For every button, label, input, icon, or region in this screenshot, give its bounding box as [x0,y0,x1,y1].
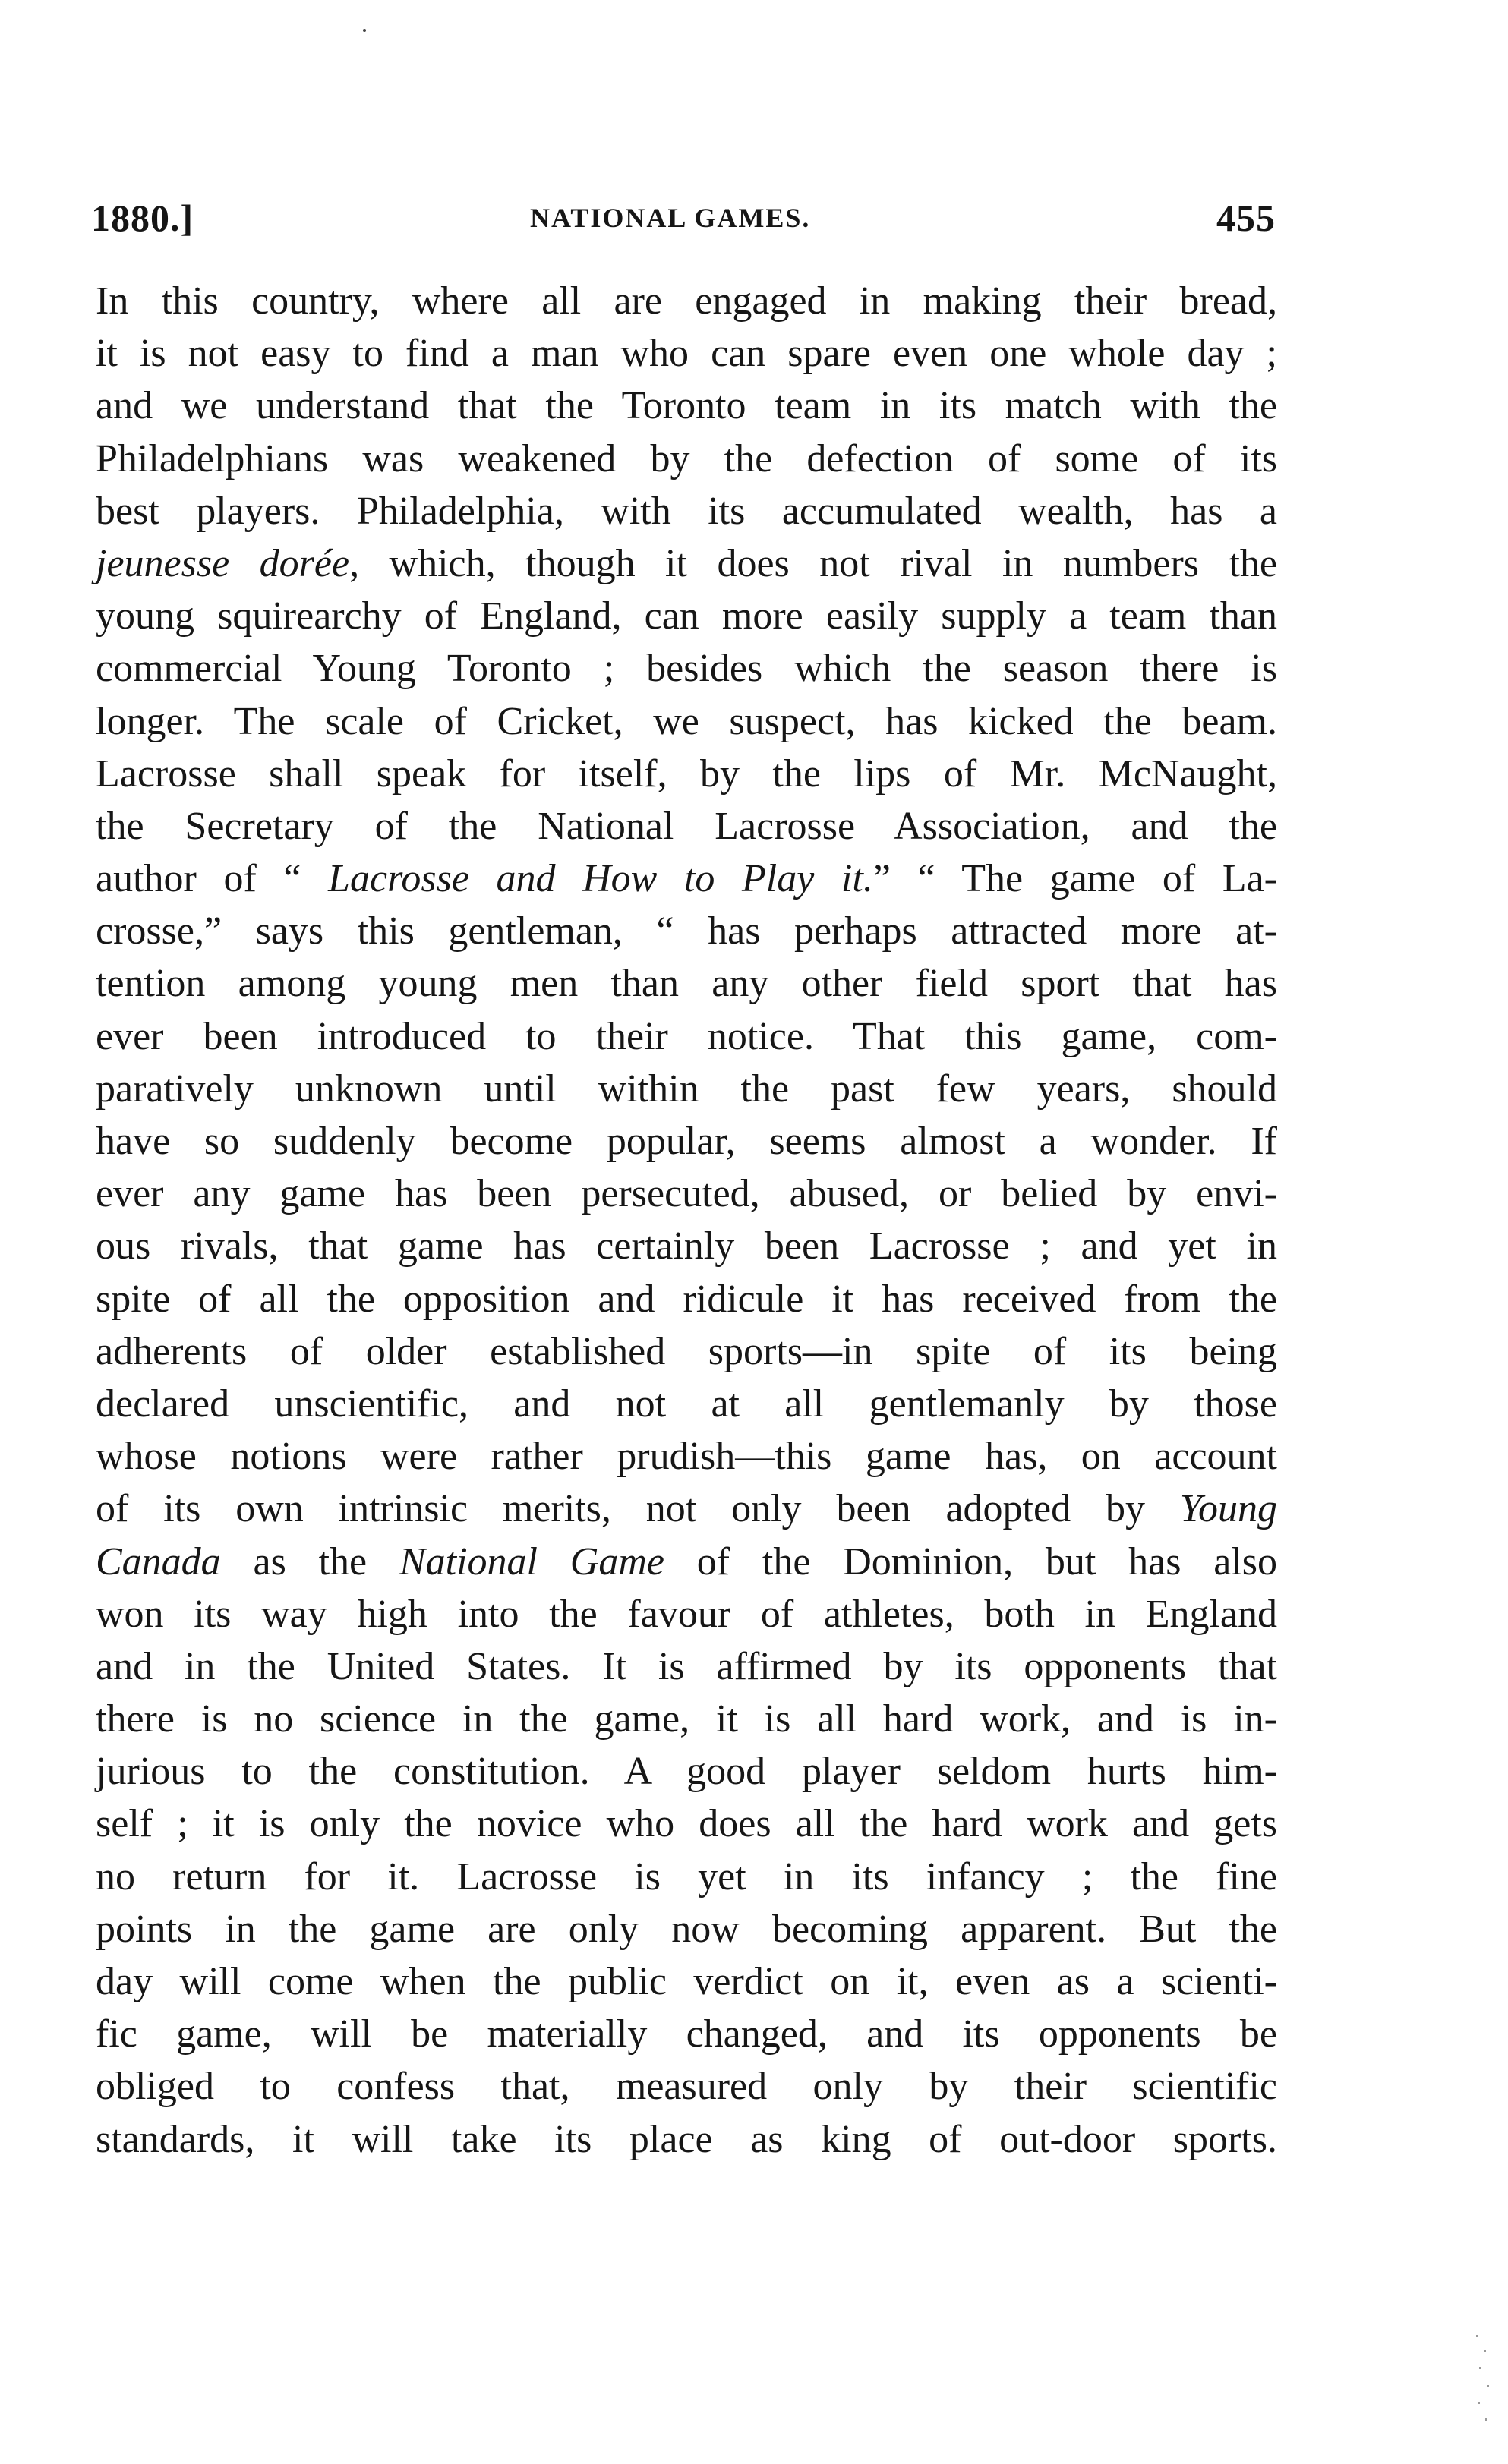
text-line: and we understand that the Toronto team in its match with the [96,384,1277,428]
text-line: Lacrosse shall speak for itself, by the lips of Mr. McNaught, [96,751,1277,796]
text-line: paratively unknown until within the past few years, should [96,1067,1277,1111]
text-line: declared unscientific, and not at all gentlemanly by those [96,1382,1277,1426]
text-line: ever any game has been persecuted, abused, or belied by envi- [96,1172,1277,1216]
text-line: whose notions were rather prudish—this game has, on account [96,1435,1277,1479]
text-line: jurious to the constitution. A good player seldom hurts him- [96,1750,1277,1794]
text-line: and in the United States. It is affirmed by its opponents that [96,1644,1277,1688]
ink-speck [363,29,366,32]
text-line: tention among young men than any other field sport that has [96,962,1277,1006]
body-paragraph [96,275,1277,2166]
italic-phrase: National Game [399,1539,664,1583]
text-line: of its own intrinsic merits, not only been adopted by Young [96,1487,1277,1531]
text-line: In this country, where all are engaged in making their bread, [96,279,1277,323]
text-line: crosse,” says this gentleman, “ has perhaps attracted more at- [96,909,1277,953]
text-line: won its way high into the favour of athletes, both in England [96,1592,1277,1636]
text-line: author of “ Lacrosse and How to Play it.” “ The game of La- [96,857,1277,901]
text-line: have so suddenly become popular, seems almost a wonder. If [96,1120,1277,1163]
text-line: longer. The scale of Cricket, we suspect, has kicked the beam. [96,699,1277,743]
text-line: young squirearchy of England, can more easily supply a team than [96,594,1277,638]
italic-phrase: Young [1179,1487,1277,1531]
text-line: adherents of older established sports—in spite of its being [96,1329,1277,1373]
text-line: self ; it is only the novice who does all the hard work and gets [96,1802,1277,1846]
text-line: day will come when the public verdict on it, even as a scienti- [96,1960,1277,2003]
header-year: 1880.] [91,197,194,239]
text-line: ever been introduced to their notice. That this game, com- [96,1014,1277,1058]
text-line: jeunesse dorée, which, though it does not rival in numbers the [96,541,1278,585]
text-line: fic game, will be materially changed, and its opponents be [96,2012,1277,2056]
text-line: the Secretary of the National Lacrosse Association, and the [96,804,1277,848]
text-line: no return for it. Lacrosse is yet in its infancy ; the fine [96,1854,1277,1898]
italic-phrase: Canada [96,1539,221,1583]
header-title: NATIONAL GAMES. [530,203,811,233]
text-line: Canada as the National Game of the Dominion, but has also [96,1539,1278,1583]
text-line: points in the game are only now becoming apparent. But the [96,1907,1277,1951]
text-line: it is not easy to find a man who can spare even one whole day ; [96,332,1277,376]
text-line: Philadelphians was weakened by the defection of some of its [96,436,1277,481]
page-number: 455 [1216,197,1276,239]
text-line: commercial Young Toronto ; besides which the season there is [96,647,1277,691]
text-line: obliged to confess that, measured only by their scientific [96,2065,1277,2109]
italic-phrase: Lacrosse and How to Play it. [328,857,873,901]
italic-phrase: jeunesse dorée [96,541,350,585]
text-line: best players. Philadelphia, with its accumulated wealth, has a [96,489,1277,533]
text-line: spite of all the opposition and ridicule it has received from the [96,1277,1277,1321]
text-line: there is no science in the game, it is all hard work, and is in- [96,1697,1277,1741]
running-head [91,196,1276,249]
text-line: ous rivals, that game has certainly been Lacrosse ; and yet in [96,1224,1277,1268]
text-line: standards, it will take its place as king of out-door sports. [96,2117,1277,2161]
page-edge-noise [1473,2327,1494,2434]
